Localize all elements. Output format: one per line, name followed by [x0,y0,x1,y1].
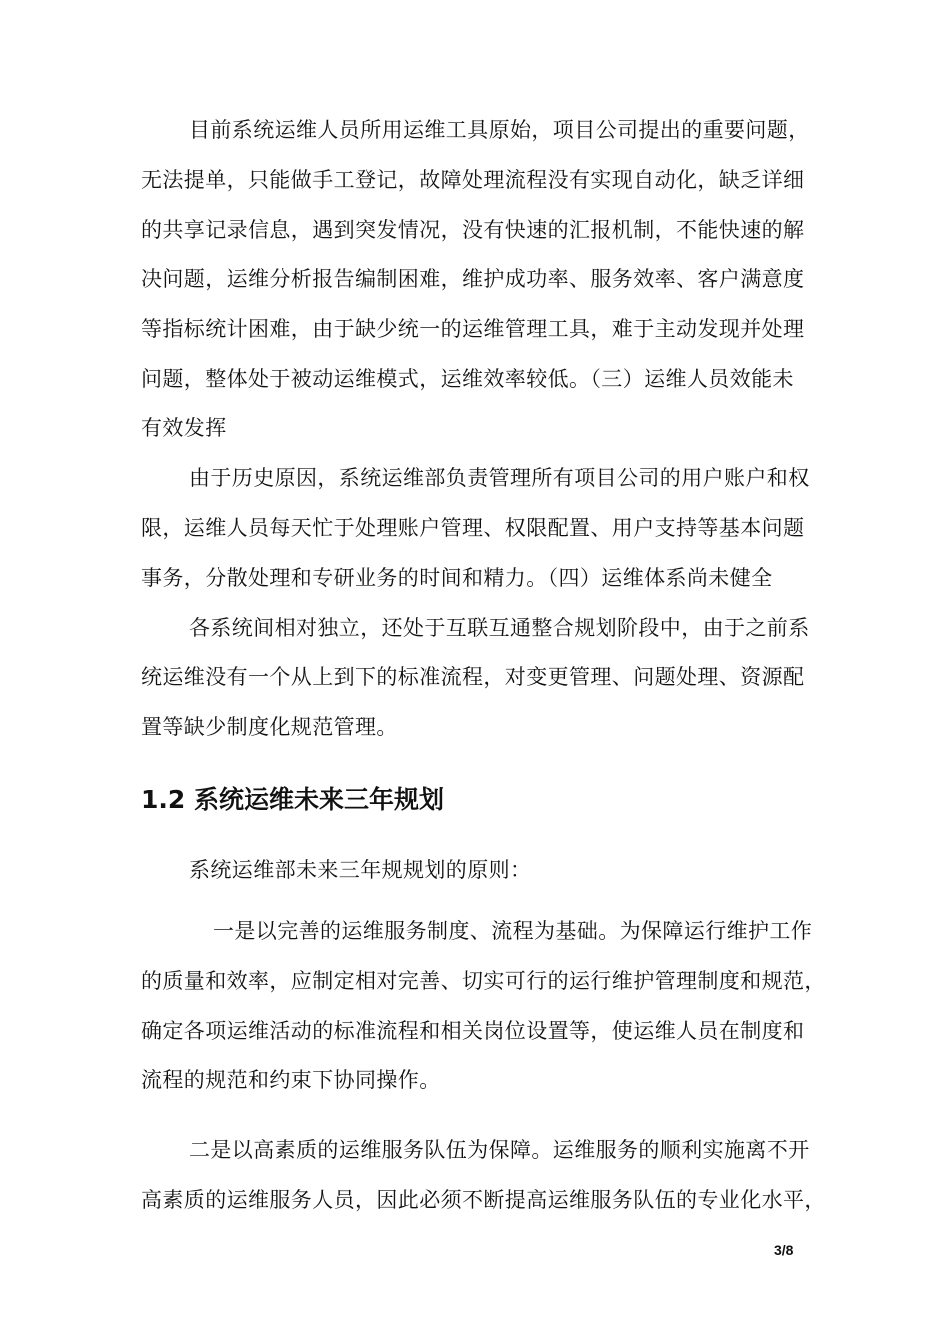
section-heading: 1.2 系统运维未来三年规划 [141,785,444,814]
text-line: 等指标统计困难，由于缺少统一的运维管理工具，难于主动发现并处理 [141,317,805,341]
text-line: 无法提单，只能做手工登记，故障处理流程没有实现自动化，缺乏详细 [141,168,805,192]
text-line: 由于历史原因，系统运维部负责管理所有项目公司的用户账户和权 [189,466,810,490]
text-line: 统运维没有一个从上到下的标准流程，对变更管理、问题处理、资源配 [141,665,805,689]
text-line: 限，运维人员每天忙于处理账户管理、权限配置、用户支持等基本问题 [141,516,805,540]
page-number: 3/8 [774,1242,794,1258]
text-line: 确定各项运维活动的标准流程和相关岗位设置等，使运维人员在制度和 [141,1019,805,1043]
text-line: 事务，分散处理和专研业务的时间和精力。（四）运维体系尚未健全 [141,566,773,590]
text-line: 决问题，运维分析报告编制困难，维护成功率、服务效率、客户满意度 [141,267,805,291]
text-line: 各系统间相对独立，还处于互联互通整合规划阶段中，由于之前系 [189,616,810,640]
text-line: 高素质的运维服务人员，因此必须不断提高运维服务队伍的专业化水平， [141,1188,826,1212]
text-line: 目前系统运维人员所用运维工具原始，项目公司提出的重要问题， [189,118,810,142]
text-line: 有效发挥 [141,416,227,440]
text-line: 流程的规范和约束下协同操作。 [141,1068,441,1092]
text-line: 的质量和效率，应制定相对完善、切实可行的运行维护管理制度和规范， [141,969,826,993]
text-line: 二是以高素质的运维服务队伍为保障。运维服务的顺利实施离不开 [189,1138,810,1162]
text-line: 置等缺少制度化规范管理。 [141,715,398,739]
text-line: 一是以完善的运维服务制度、流程为基础。为保障运行维护工作 [213,919,813,943]
intro-line: 系统运维部未来三年规规划的原则： [189,858,532,882]
text-line: 的共享记录信息，遇到突发情况，没有快速的汇报机制，不能快速的解 [141,218,805,242]
text-line: 问题，整体处于被动运维模式，运维效率较低。（三）运维人员效能未 [141,367,794,391]
